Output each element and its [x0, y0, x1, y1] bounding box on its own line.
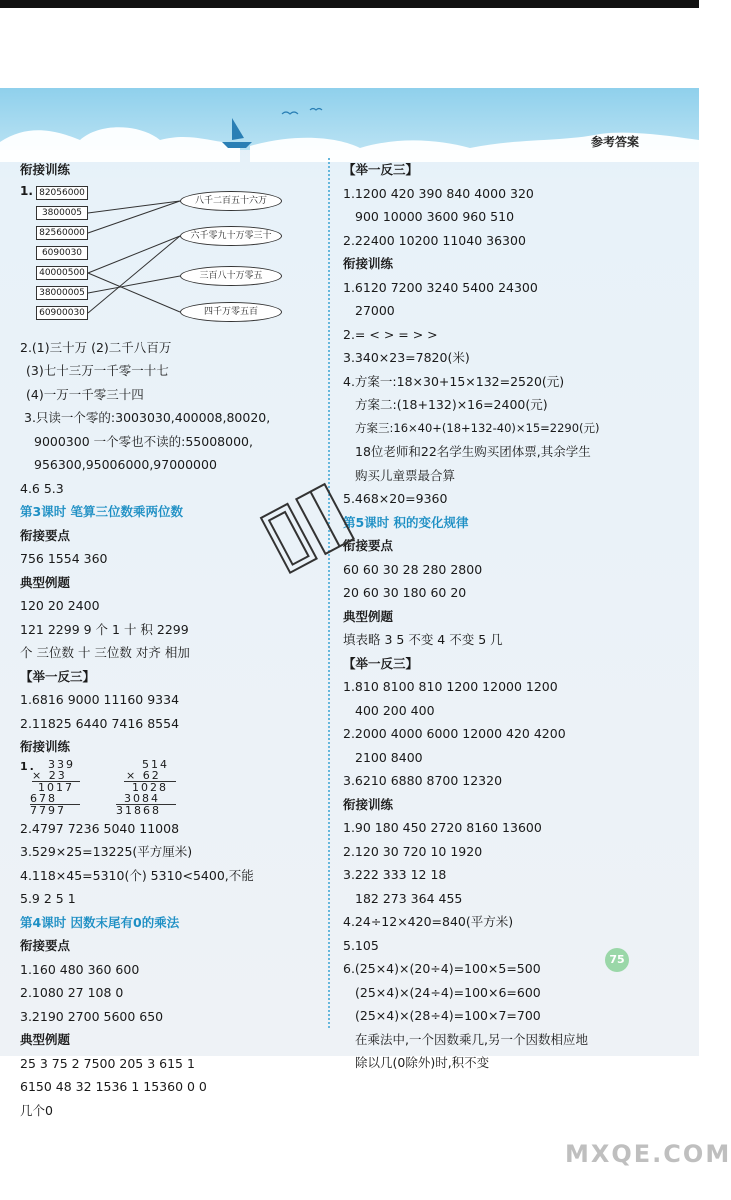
- word-oval: 六千零九十万零三十: [180, 226, 282, 246]
- top-bar: [0, 0, 699, 8]
- vertical-calculations: [20, 759, 320, 817]
- answer-line: 4.6 5.3: [20, 480, 64, 496]
- answer-line: 1.6816 9000 11160 9334: [20, 692, 180, 707]
- answer-line: 3.340×23=7820(米): [343, 350, 470, 365]
- number-box: 40000500: [36, 266, 88, 280]
- answer-line: 400 200 400: [355, 702, 435, 718]
- answer-line: 1.6120 7200 3240 5400 24300: [343, 279, 538, 295]
- lesson-title: 第3课时 笔算三位数乘两位数: [20, 504, 184, 519]
- calc-line: 678: [30, 791, 57, 805]
- word-oval: 三百八十万零五: [180, 266, 282, 286]
- section-heading: 衔接要点: [20, 527, 71, 543]
- calc-line: × 62: [126, 768, 161, 782]
- answer-line: 9000300 一个零也不读的:55008000,: [34, 433, 253, 449]
- answer-line: 3.6210 6880 8700 12320: [343, 773, 503, 788]
- answer-line: 27000: [355, 303, 395, 318]
- section-heading: 【举一反三】: [343, 655, 419, 671]
- page-number-badge: 75: [605, 948, 629, 972]
- answer-line: 4.24÷12×420=840(平方米): [343, 914, 514, 929]
- answer-line: 2.1080 27 108 0: [20, 985, 124, 1000]
- answer-line: 填表略 3 5 不变 4 不变 5 几: [343, 632, 503, 647]
- answer-line: 几个0: [20, 1102, 53, 1118]
- number-box: 6090030: [36, 246, 88, 260]
- answer-line: 1.810 8100 810 1200 12000 1200: [343, 679, 558, 694]
- answer-line: 4.118×45=5310(个) 5310<5400,不能: [20, 867, 254, 883]
- calc-line: 1017: [38, 780, 74, 794]
- section-heading: 【举一反三】: [343, 162, 419, 177]
- lesson-title: 第5课时 积的变化规律: [343, 514, 469, 530]
- answer-line: 6150 48 32 1536 1 15360 0 0: [20, 1079, 207, 1094]
- number-box: 60900030: [36, 306, 88, 320]
- answer-line: 20 60 30 180 60 20: [343, 585, 467, 600]
- calc-line: 31868: [116, 803, 161, 817]
- answer-line: 5.105: [343, 937, 379, 953]
- section-heading: 衔接训练: [20, 739, 71, 754]
- answer-line: (3)七十三万一千零一十七: [26, 363, 169, 378]
- answer-line: 121 2299 9 个 1 十 积 2299: [20, 621, 189, 637]
- calc-line: 339: [48, 757, 75, 771]
- site-watermark: MXQE.COM: [565, 1140, 731, 1168]
- answer-line: 182 273 364 455: [355, 890, 463, 906]
- answer-line: 4.方案一:18×30+15×132=2520(元): [343, 373, 565, 389]
- number-box: 3800005: [36, 206, 88, 220]
- answer-line: 25 3 75 2 7500 205 3 615 1: [20, 1055, 195, 1071]
- answer-line: (4)一万一千零三十四: [26, 386, 144, 402]
- calc-line: × 23: [32, 768, 67, 782]
- answer-line: (25×4)×(28÷4)=100×7=700: [355, 1008, 541, 1023]
- answer-line: 2100 8400: [355, 749, 423, 765]
- section-heading: 典型例题: [20, 574, 71, 590]
- answer-line: 3.222 333 12 18: [343, 867, 447, 882]
- section-heading: 【举一反三】: [20, 668, 96, 684]
- matching-exercise: [20, 184, 320, 332]
- answer-line: (25×4)×(24÷4)=100×6=600: [355, 984, 541, 1000]
- answer-line: 2.11825 6440 7416 8554: [20, 715, 180, 731]
- answer-line: 900 10000 3600 960 510: [355, 209, 515, 224]
- answer-line: 756 1554 360: [20, 551, 108, 566]
- section-heading: 衔接要点: [343, 538, 394, 553]
- answer-line: 方案三:16×40+(18+132-40)×15=2290(元): [355, 420, 600, 435]
- answer-line: 2.120 30 720 10 1920: [343, 843, 483, 859]
- section-heading: 衔接训练: [20, 162, 71, 177]
- question-number: 1.: [20, 183, 33, 198]
- answer-line: 2.22400 10200 11040 36300: [343, 232, 526, 248]
- answer-line: 2.= < > = > >: [343, 326, 438, 342]
- matching-lines: [20, 184, 320, 332]
- answer-line: 方案二:(18+132)×16=2400(元): [355, 397, 548, 412]
- answer-line: 60 60 30 28 280 2800: [343, 561, 483, 577]
- section-heading: 衔接训练: [343, 796, 394, 812]
- section-heading: 典型例题: [20, 1032, 71, 1047]
- answer-line: 3.529×25=13225(平方厘米): [20, 844, 193, 859]
- answer-line: 2.2000 4000 6000 12000 420 4200: [343, 726, 566, 741]
- calc-line: 1028: [132, 780, 168, 794]
- answer-line: 2.(1)三十万 (2)二千八百万: [20, 339, 172, 355]
- answer-line: 6.(25×4)×(20÷4)=100×5=500: [343, 961, 541, 976]
- lesson-title: 第4课时 因数末尾有0的乘法: [20, 914, 180, 930]
- number-box: 82056000: [36, 186, 88, 200]
- left-column: [20, 158, 320, 1122]
- header-title: 参考答案: [590, 135, 639, 149]
- answer-line: 956300,95006000,97000000: [34, 457, 217, 472]
- calc-line: 3084: [124, 791, 160, 805]
- answer-line: 5.9 2 5 1: [20, 891, 76, 906]
- column-divider: [328, 158, 330, 1028]
- answer-line: 5.468×20=9360: [343, 491, 448, 506]
- cloud-boat-decoration: [0, 102, 699, 162]
- section-heading: 衔接要点: [20, 938, 71, 953]
- word-oval: 八千二百五十六万: [180, 191, 282, 211]
- answer-line: 2.4797 7236 5040 11008: [20, 820, 180, 836]
- answer-line: 1.1200 420 390 840 4000 320: [343, 185, 534, 201]
- section-heading: 典型例题: [343, 608, 394, 624]
- watermark-stamp: [255, 472, 375, 587]
- answer-line: 购买儿童票最合算: [355, 467, 456, 483]
- answer-line: 1.160 480 360 600: [20, 961, 140, 977]
- answer-line: 18位老师和22名学生购买团体票,其余学生: [355, 444, 591, 459]
- question-number: 1.: [20, 759, 36, 773]
- calc-line: 7797: [30, 803, 66, 817]
- answer-line: 120 20 2400: [20, 598, 100, 613]
- number-box: 82560000: [36, 226, 88, 240]
- answer-line: 在乘法中,一个因数乘几,另一个因数相应地: [355, 1031, 588, 1047]
- answer-line: 1.90 180 450 2720 8160 13600: [343, 820, 542, 835]
- answer-line: 3.2190 2700 5600 650: [20, 1008, 164, 1024]
- section-heading: 衔接训练: [343, 256, 394, 271]
- right-column: [343, 158, 693, 1075]
- word-oval: 四千万零五百: [180, 302, 282, 322]
- answer-line: 3.只读一个零的:3003030,400008,80020,: [24, 410, 271, 425]
- calc-line: 514: [142, 757, 169, 771]
- number-box: 38000005: [36, 286, 88, 300]
- answer-line: 除以几(0除外)时,积不变: [355, 1055, 490, 1070]
- answer-line: 个 三位数 十 三位数 对齐 相加: [20, 645, 190, 660]
